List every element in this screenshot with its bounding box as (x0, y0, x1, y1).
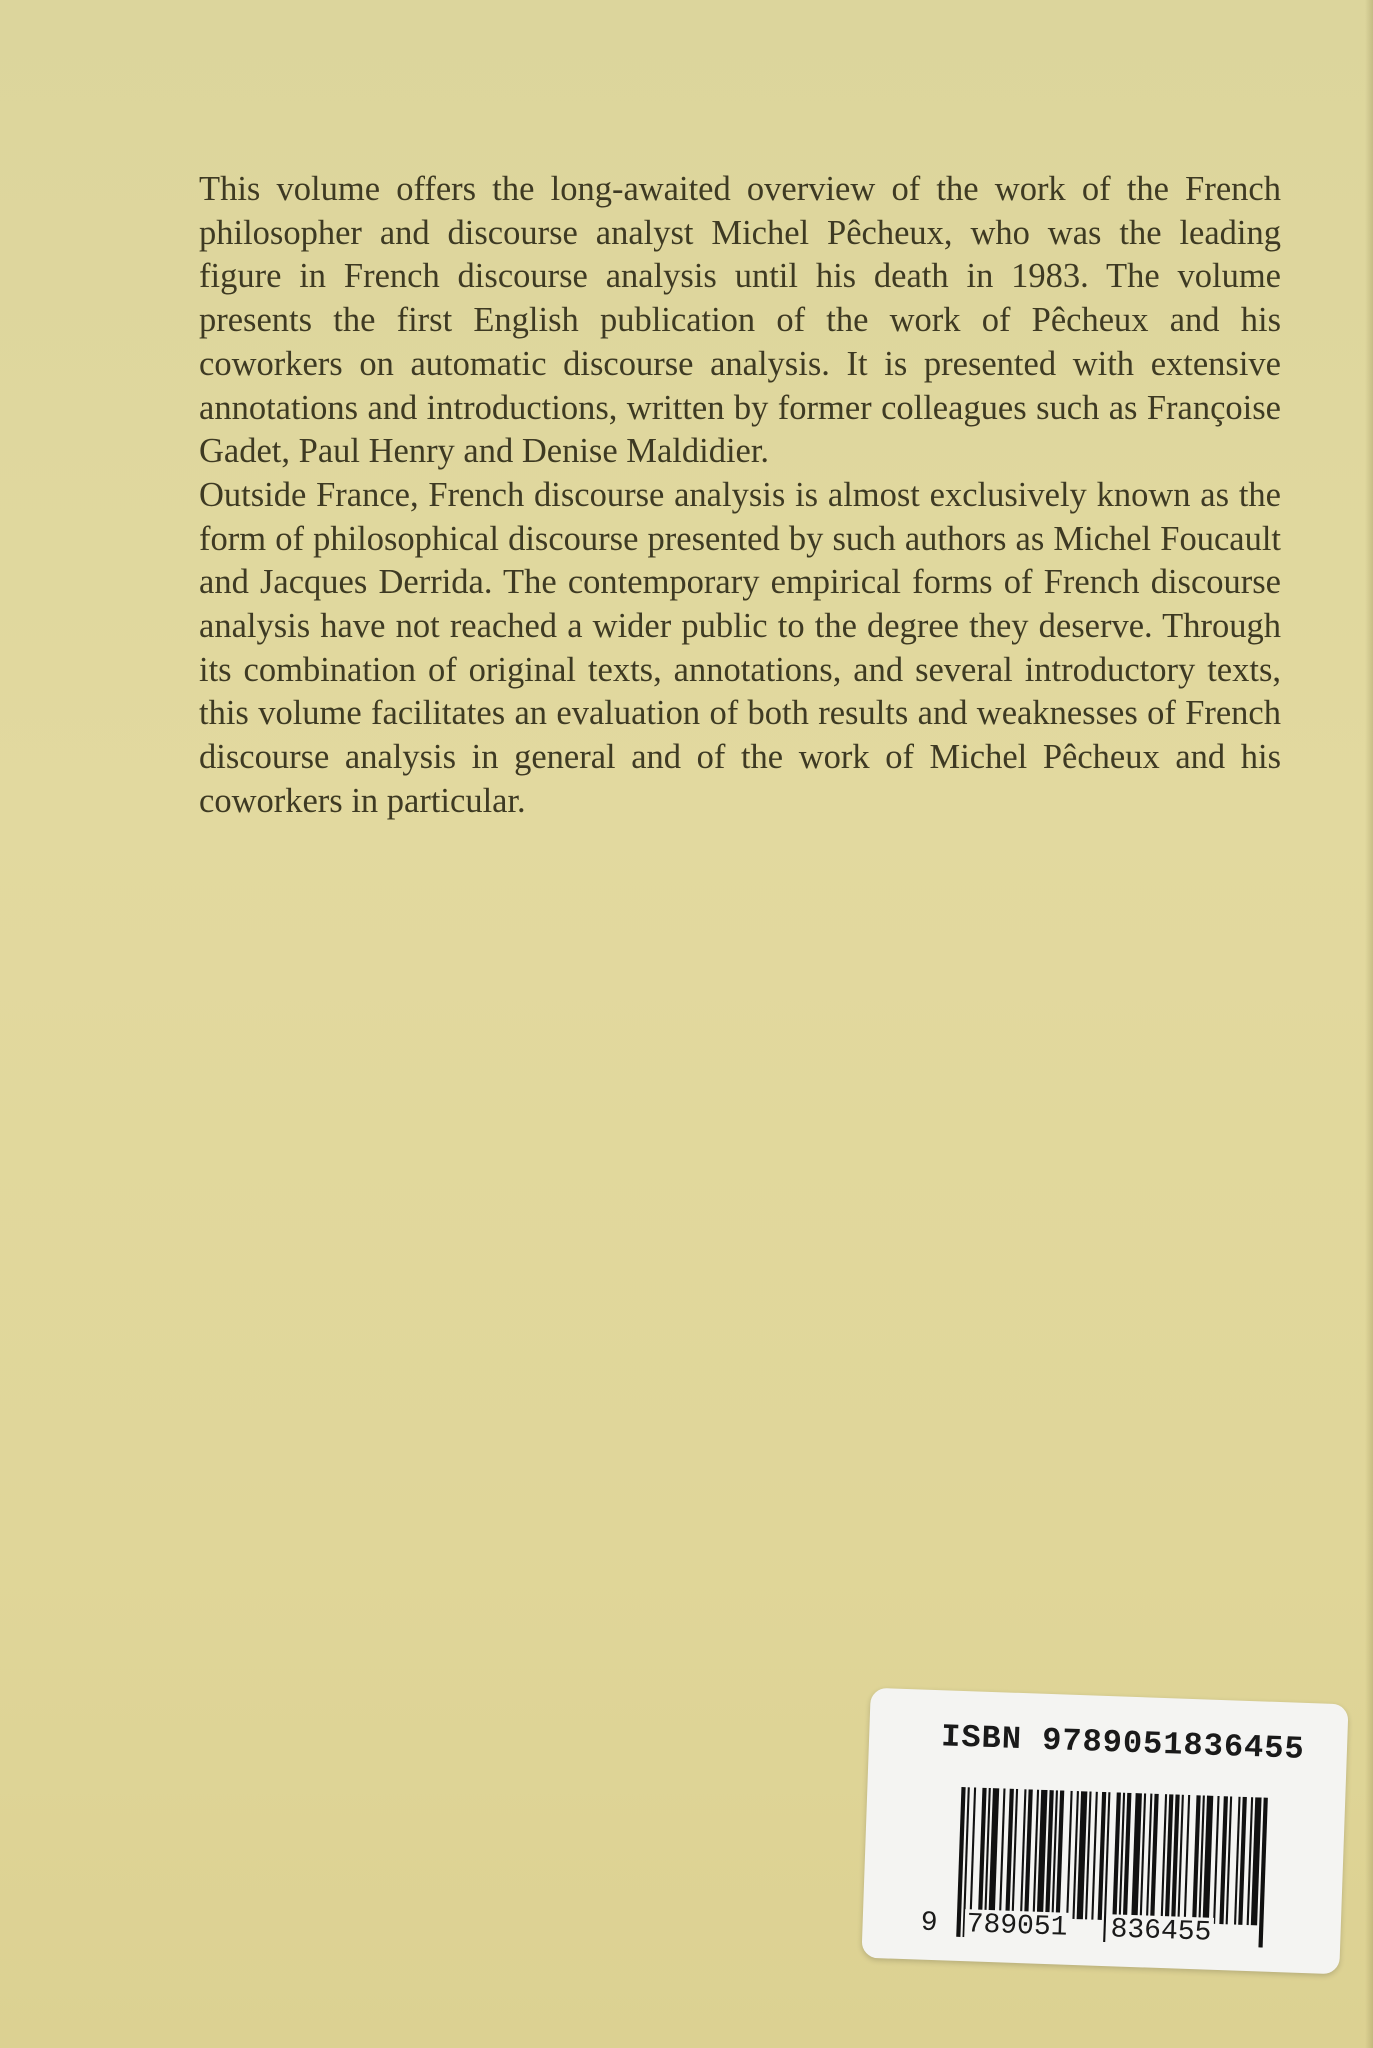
blurb-paragraph-1: This volume offers the long-awaited overview of the work of the French philosopher and discourse analyst Michel Pêcheux, who was the leading figure in French discourse analysis until his death in 1983. The volume presents the first English publication of the work of Pêcheux and his coworkers on automatic discourse analysis. It is presented with extensive annotations and introductions, written by former colleagues such as Françoise Gadet, Paul Henry and Denise Maldidier. (199, 170, 1281, 471)
back-cover-blurb (199, 168, 1281, 824)
blurb-paragraph-2: Outside France, French discourse analysis is almost exclusively known as the form of philosophical discourse presented by such authors as Michel Foucault and Jacques Derrida. The contemporary empirical forms of French discourse analysis have not reached a wider public to the degree they deserve. Through its combination of original texts, annotations, and several introductory texts, this volume facilitates an evaluation of both results and weaknesses of French discourse analysis in general and of the work of Michel Pêcheux and his coworkers in particular. (199, 475, 1281, 820)
barcode-digits-left: 789051 (966, 1909, 1068, 1944)
barcode-bar (999, 1788, 1006, 1916)
barcode-bar (1091, 1792, 1098, 1920)
barcode-bar (970, 1787, 977, 1915)
isbn-label: ISBN 9789051836455 (940, 1718, 1306, 1768)
barcode-bar (1066, 1791, 1073, 1919)
barcode-digits-right: 836455 (1110, 1914, 1212, 1949)
cover-edge-shadow (1365, 0, 1373, 2048)
barcode-bar (1213, 1796, 1220, 1924)
isbn-barcode-sticker (861, 1688, 1348, 1975)
barcode-digit-lead: 9 (920, 1907, 939, 1940)
barcode-bar (1184, 1795, 1191, 1923)
